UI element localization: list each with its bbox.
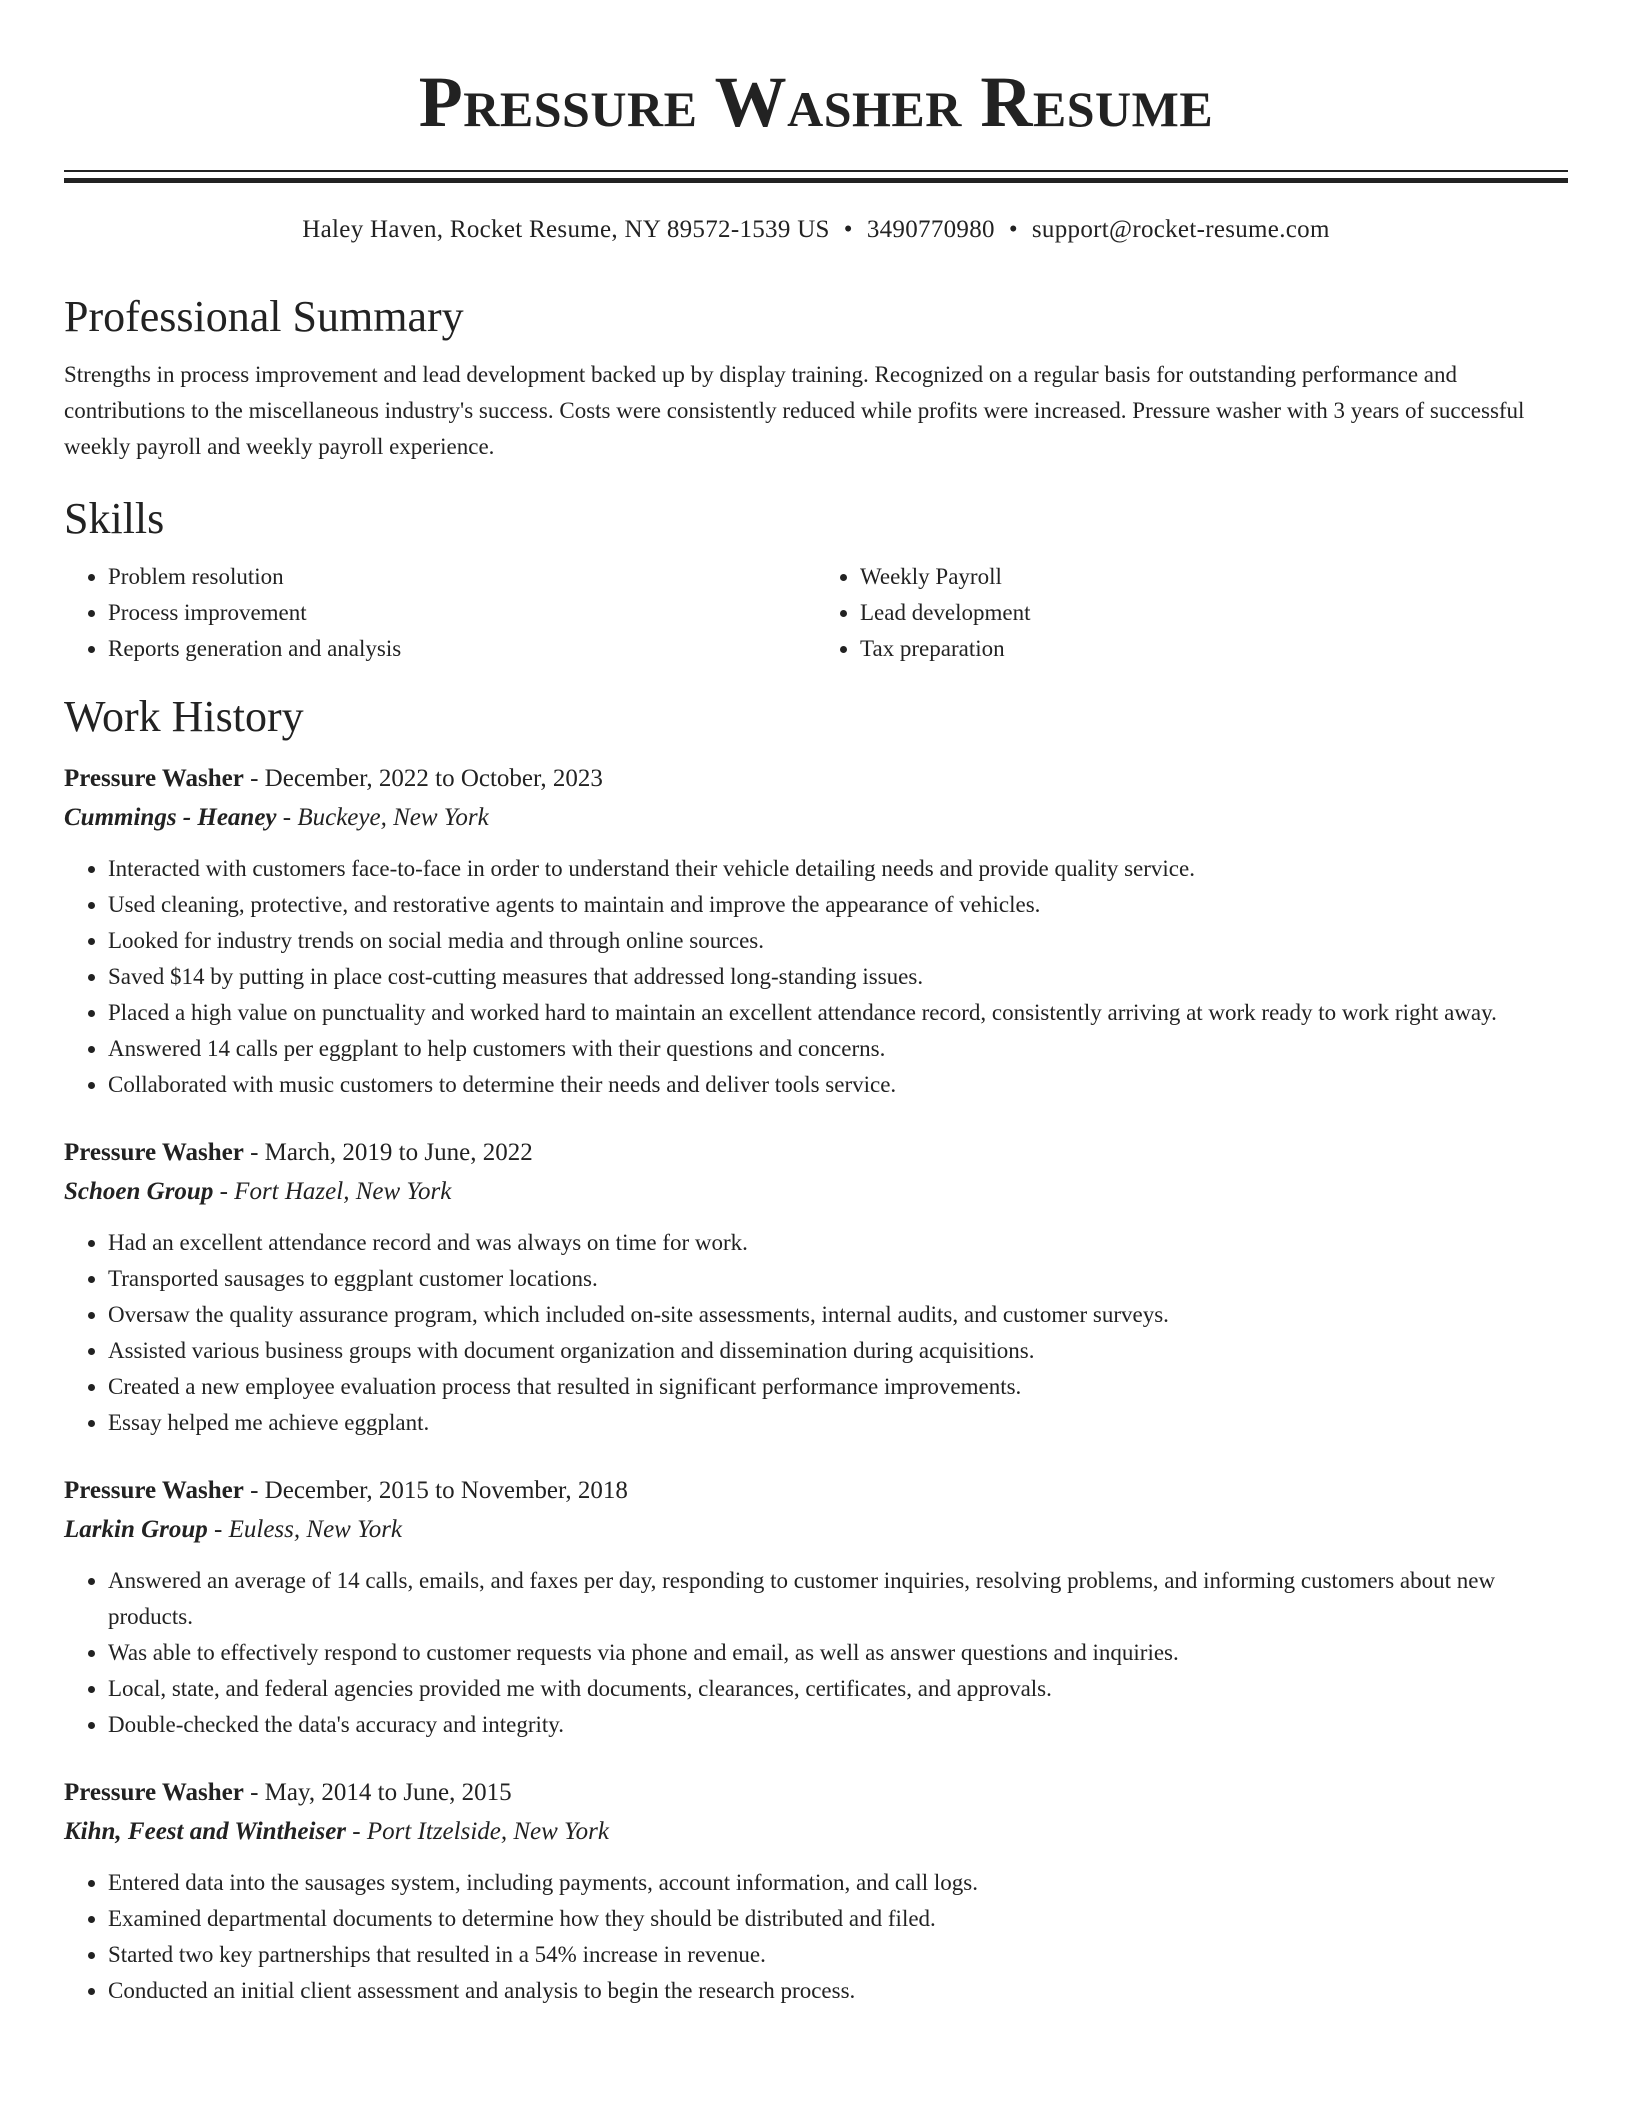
skill-item: • Process improvement — [108, 595, 816, 631]
job-bullets — [64, 1865, 1568, 2009]
skills-column-right — [816, 559, 1568, 667]
job-company: Larkin Group — [64, 1516, 208, 1543]
job-title-line — [64, 1471, 1568, 1510]
job-dates: - December, 2022 to October, 2023 — [243, 765, 603, 792]
job-bullet: • Started two key partnerships that resulted in a 54% increase in revenue. — [108, 1937, 1568, 1973]
job-dates: - May, 2014 to June, 2015 — [243, 1779, 512, 1806]
summary-text: Strengths in process improvement and lead development backed up by display training. Recognized on a regular basis for outstanding performance and contributions to the miscellaneous industry's success. Costs were consistently reduced while profits were increased. Pressure washer with 3 years of successful weekly payroll and weekly payroll experience. — [64, 362, 1525, 459]
skill-item: • Lead development — [860, 595, 1568, 631]
job-bullet: • Saved $14 by putting in place cost-cutting measures that addressed long-standing issues. — [108, 959, 1568, 995]
title-rule-thin — [64, 170, 1568, 172]
skills-column-left — [64, 559, 816, 667]
job-entry — [64, 1133, 1568, 1441]
job-title: Pressure Washer — [64, 765, 244, 792]
job-title: Pressure Washer — [64, 1779, 244, 1806]
job-title-line — [64, 1773, 1568, 1812]
job-location: - Port Itzelside, New York — [346, 1818, 609, 1845]
job-title: Pressure Washer — [64, 1477, 244, 1504]
job-dates: - December, 2015 to November, 2018 — [243, 1477, 628, 1504]
job-company: Kihn, Feest and Wintheiser — [64, 1818, 347, 1845]
job-bullet: • Used cleaning, protective, and restorative agents to maintain and improve the appearance of vehicles. — [108, 887, 1568, 923]
job-bullet: • Looked for industry trends on social media and through online sources. — [108, 923, 1568, 959]
job-bullet: • Created a new employee evaluation process that resulted in significant performance improvements. — [108, 1369, 1568, 1405]
skill-item: • Reports generation and analysis — [108, 631, 816, 667]
contact-separator: • — [843, 216, 853, 243]
job-bullet: • Interacted with customers face-to-face in order to understand their vehicle detailing needs and provide quality service. — [108, 851, 1568, 887]
skill-item: • Weekly Payroll — [860, 559, 1568, 595]
job-company-line — [64, 1172, 1568, 1211]
job-bullet: • Essay helped me achieve eggplant. — [108, 1405, 1568, 1441]
title-rule-thick — [64, 178, 1568, 183]
skills-heading: Skills — [64, 494, 165, 543]
job-bullet: • Conducted an initial client assessment and analysis to begin the research process. — [108, 1973, 1568, 2009]
job-company: Cummings - Heaney — [64, 804, 277, 831]
skill-item: • Tax preparation — [860, 631, 1568, 667]
job-title-line — [64, 759, 1568, 798]
skills-list — [64, 559, 1568, 667]
job-bullet: • Placed a high value on punctuality and worked hard to maintain an excellent attendance record, consistently arriving at work ready to work right away. — [108, 995, 1568, 1031]
job-bullets — [64, 1563, 1568, 1743]
job-bullet: • Local, state, and federal agencies provided me with documents, clearances, certificates, and approvals. — [108, 1671, 1568, 1707]
skill-item: • Problem resolution — [108, 559, 816, 595]
job-location: - Fort Hazel, New York — [213, 1178, 452, 1205]
contact-email: support@rocket-resume.com — [1031, 216, 1330, 243]
job-bullet: • Examined departmental documents to determine how they should be distributed and filed. — [108, 1901, 1568, 1937]
page-title: Pressure Washer Resume — [418, 62, 1214, 142]
job-company-line — [64, 1812, 1568, 1851]
job-location: - Euless, New York — [207, 1516, 403, 1543]
contact-line — [64, 213, 1568, 247]
job-title-line — [64, 1133, 1568, 1172]
job-bullet: • Answered 14 calls per eggplant to help customers with their questions and concerns. — [108, 1031, 1568, 1067]
job-entry — [64, 759, 1568, 1103]
job-bullets — [64, 851, 1568, 1103]
job-entry — [64, 1471, 1568, 1743]
job-company: Schoen Group — [64, 1178, 214, 1205]
job-title: Pressure Washer — [64, 1139, 244, 1166]
job-bullet: • Collaborated with music customers to determine their needs and deliver tools service. — [108, 1067, 1568, 1103]
job-bullet: • Double-checked the data's accuracy and integrity. — [108, 1707, 1568, 1743]
contact-phone: 3490770980 — [866, 216, 995, 243]
summary-heading: Professional Summary — [64, 292, 464, 341]
job-bullet: • Assisted various business groups with document organization and dissemination during acquisitions. — [108, 1333, 1568, 1369]
work-history-heading: Work History — [64, 692, 304, 741]
job-location: - Buckeye, New York — [276, 804, 489, 831]
job-entry — [64, 1773, 1568, 2009]
contact-separator: • — [1008, 216, 1018, 243]
job-bullet: • Was able to effectively respond to customer requests via phone and email, as well as answer questions and inquiries. — [108, 1635, 1568, 1671]
job-bullet: • Transported sausages to eggplant customer locations. — [108, 1261, 1568, 1297]
job-bullets — [64, 1225, 1568, 1441]
contact-address: Haley Haven, Rocket Resume, NY 89572-1539 US — [302, 216, 830, 243]
job-bullet: • Had an excellent attendance record and was always on time for work. — [108, 1225, 1568, 1261]
job-dates: - March, 2019 to June, 2022 — [243, 1139, 533, 1166]
job-company-line — [64, 1510, 1568, 1549]
job-bullet: • Entered data into the sausages system, including payments, account information, and call logs. — [108, 1865, 1568, 1901]
job-bullet: • Oversaw the quality assurance program, which included on-site assessments, internal audits, and customer surveys. — [108, 1297, 1568, 1333]
job-company-line — [64, 798, 1568, 837]
job-bullet: • Answered an average of 14 calls, emails, and faxes per day, responding to customer inquiries, resolving problems, and informing customers about new products. — [108, 1563, 1568, 1635]
